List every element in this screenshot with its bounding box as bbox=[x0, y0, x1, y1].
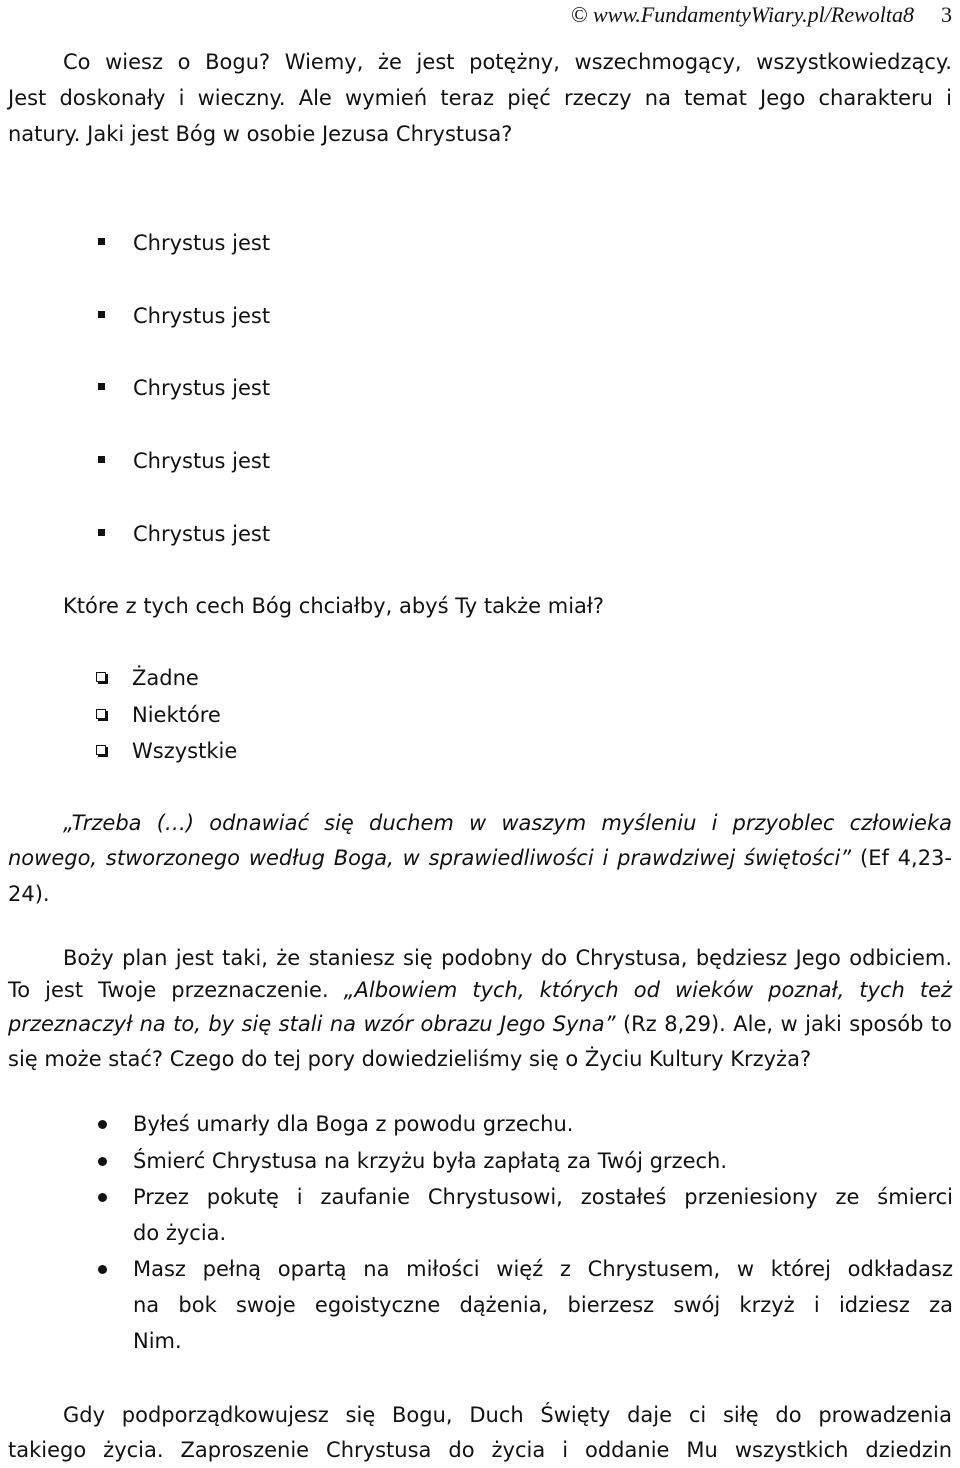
list-item: Byłeś umarły dla Boga z powodu grzechu. bbox=[133, 1112, 574, 1136]
list-item: Śmierć Chrystusa na krzyżu była zapłatą za Twój grzech. bbox=[133, 1149, 728, 1173]
option-item bbox=[8, 697, 221, 733]
option-item bbox=[8, 660, 199, 696]
option-label: Żadne bbox=[132, 666, 199, 690]
checkbox-icon bbox=[96, 745, 106, 755]
square-bullet-icon bbox=[98, 311, 105, 318]
list-item bbox=[8, 516, 270, 552]
square-bullet-icon bbox=[98, 238, 105, 245]
trait-text: Chrystus jest bbox=[133, 449, 271, 473]
closing-line: Gdy podporządkowujesz się Bogu, Duch Święty daje ci siłę do prowadzenia bbox=[63, 1403, 952, 1427]
square-bullet-icon bbox=[98, 456, 105, 463]
bullet-icon bbox=[98, 1157, 107, 1166]
page-number: 3 bbox=[941, 2, 952, 27]
plan-line: przeznaczył na to, by się stali na wzór obrazu Jego Syna” (Rz 8,29). Ale, w jaki sposób to bbox=[8, 1012, 952, 1036]
header-url: © www.FundamentyWiary.pl/Rewolta8 bbox=[570, 2, 914, 27]
quote-line: 24). bbox=[8, 882, 50, 906]
square-bullet-icon bbox=[98, 529, 105, 536]
bullet-icon bbox=[98, 1193, 107, 1202]
trait-text: Chrystus jest bbox=[133, 304, 271, 328]
option-label: Wszystkie bbox=[132, 739, 238, 763]
trait-text: Chrystus jest bbox=[133, 522, 271, 546]
option-item bbox=[8, 733, 237, 769]
checkbox-icon bbox=[96, 672, 106, 682]
option-label: Niektóre bbox=[132, 703, 221, 727]
list-item-continued: Nim. bbox=[133, 1329, 182, 1353]
plan-line: Boży plan jest taki, że staniesz się podobny do Chrystusa, będziesz Jego odbiciem. bbox=[63, 946, 952, 970]
closing-line: takiego życia. Zaproszenie Chrystusa do życia i oddanie Mu wszystkich dziedzin bbox=[8, 1438, 952, 1462]
intro-line: Jest doskonały i wieczny. Ale wymień teraz pięć rzeczy na temat Jego charakteru i bbox=[8, 86, 952, 110]
page-header bbox=[0, 0, 960, 26]
intro-line: Co wiesz o Bogu? Wiemy, że jest potężny, wszechmogący, wszystkowiedzący. bbox=[63, 50, 952, 74]
quote-line: „Trzeba (…) odnawiać się duchem w waszym myśleniu i przyoblec człowieka bbox=[63, 811, 952, 835]
trait-text: Chrystus jest bbox=[133, 376, 271, 400]
bullet-icon bbox=[98, 1265, 107, 1274]
square-bullet-icon bbox=[98, 383, 105, 390]
list-item bbox=[8, 443, 270, 479]
plan-line: się może stać? Czego do tej pory dowiedzieliśmy się o Życiu Kultury Krzyża? bbox=[8, 1047, 812, 1071]
question-text: Które z tych cech Bóg chciałby, abyś Ty także miał? bbox=[63, 594, 605, 618]
list-item-continued: na bok swoje egoistyczne dążenia, bierzesz swój krzyż i idziesz za bbox=[133, 1293, 953, 1317]
list-item-continued: do życia. bbox=[133, 1221, 227, 1245]
plan-line: To jest Twoje przeznaczenie. „Albowiem tych, których od wieków poznał, tych też bbox=[8, 978, 953, 1002]
list-item bbox=[8, 298, 270, 334]
bullet-icon bbox=[98, 1120, 107, 1129]
intro-line: natury. Jaki jest Bóg w osobie Jezusa Chrystusa? bbox=[8, 122, 513, 146]
list-item: Masz pełną opartą na miłości więź z Chrystusem, w której odkładasz bbox=[133, 1257, 953, 1281]
list-item bbox=[8, 370, 270, 406]
quote-line: nowego, stworzonego według Boga, w sprawiedliwości i prawdziwej świętości” (Ef 4,23- bbox=[8, 846, 952, 870]
trait-text: Chrystus jest bbox=[133, 231, 271, 255]
checkbox-icon bbox=[96, 709, 106, 719]
list-item bbox=[8, 225, 270, 261]
list-item: Przez pokutę i zaufanie Chrystusowi, zostałeś przeniesiony ze śmierci bbox=[133, 1185, 953, 1209]
